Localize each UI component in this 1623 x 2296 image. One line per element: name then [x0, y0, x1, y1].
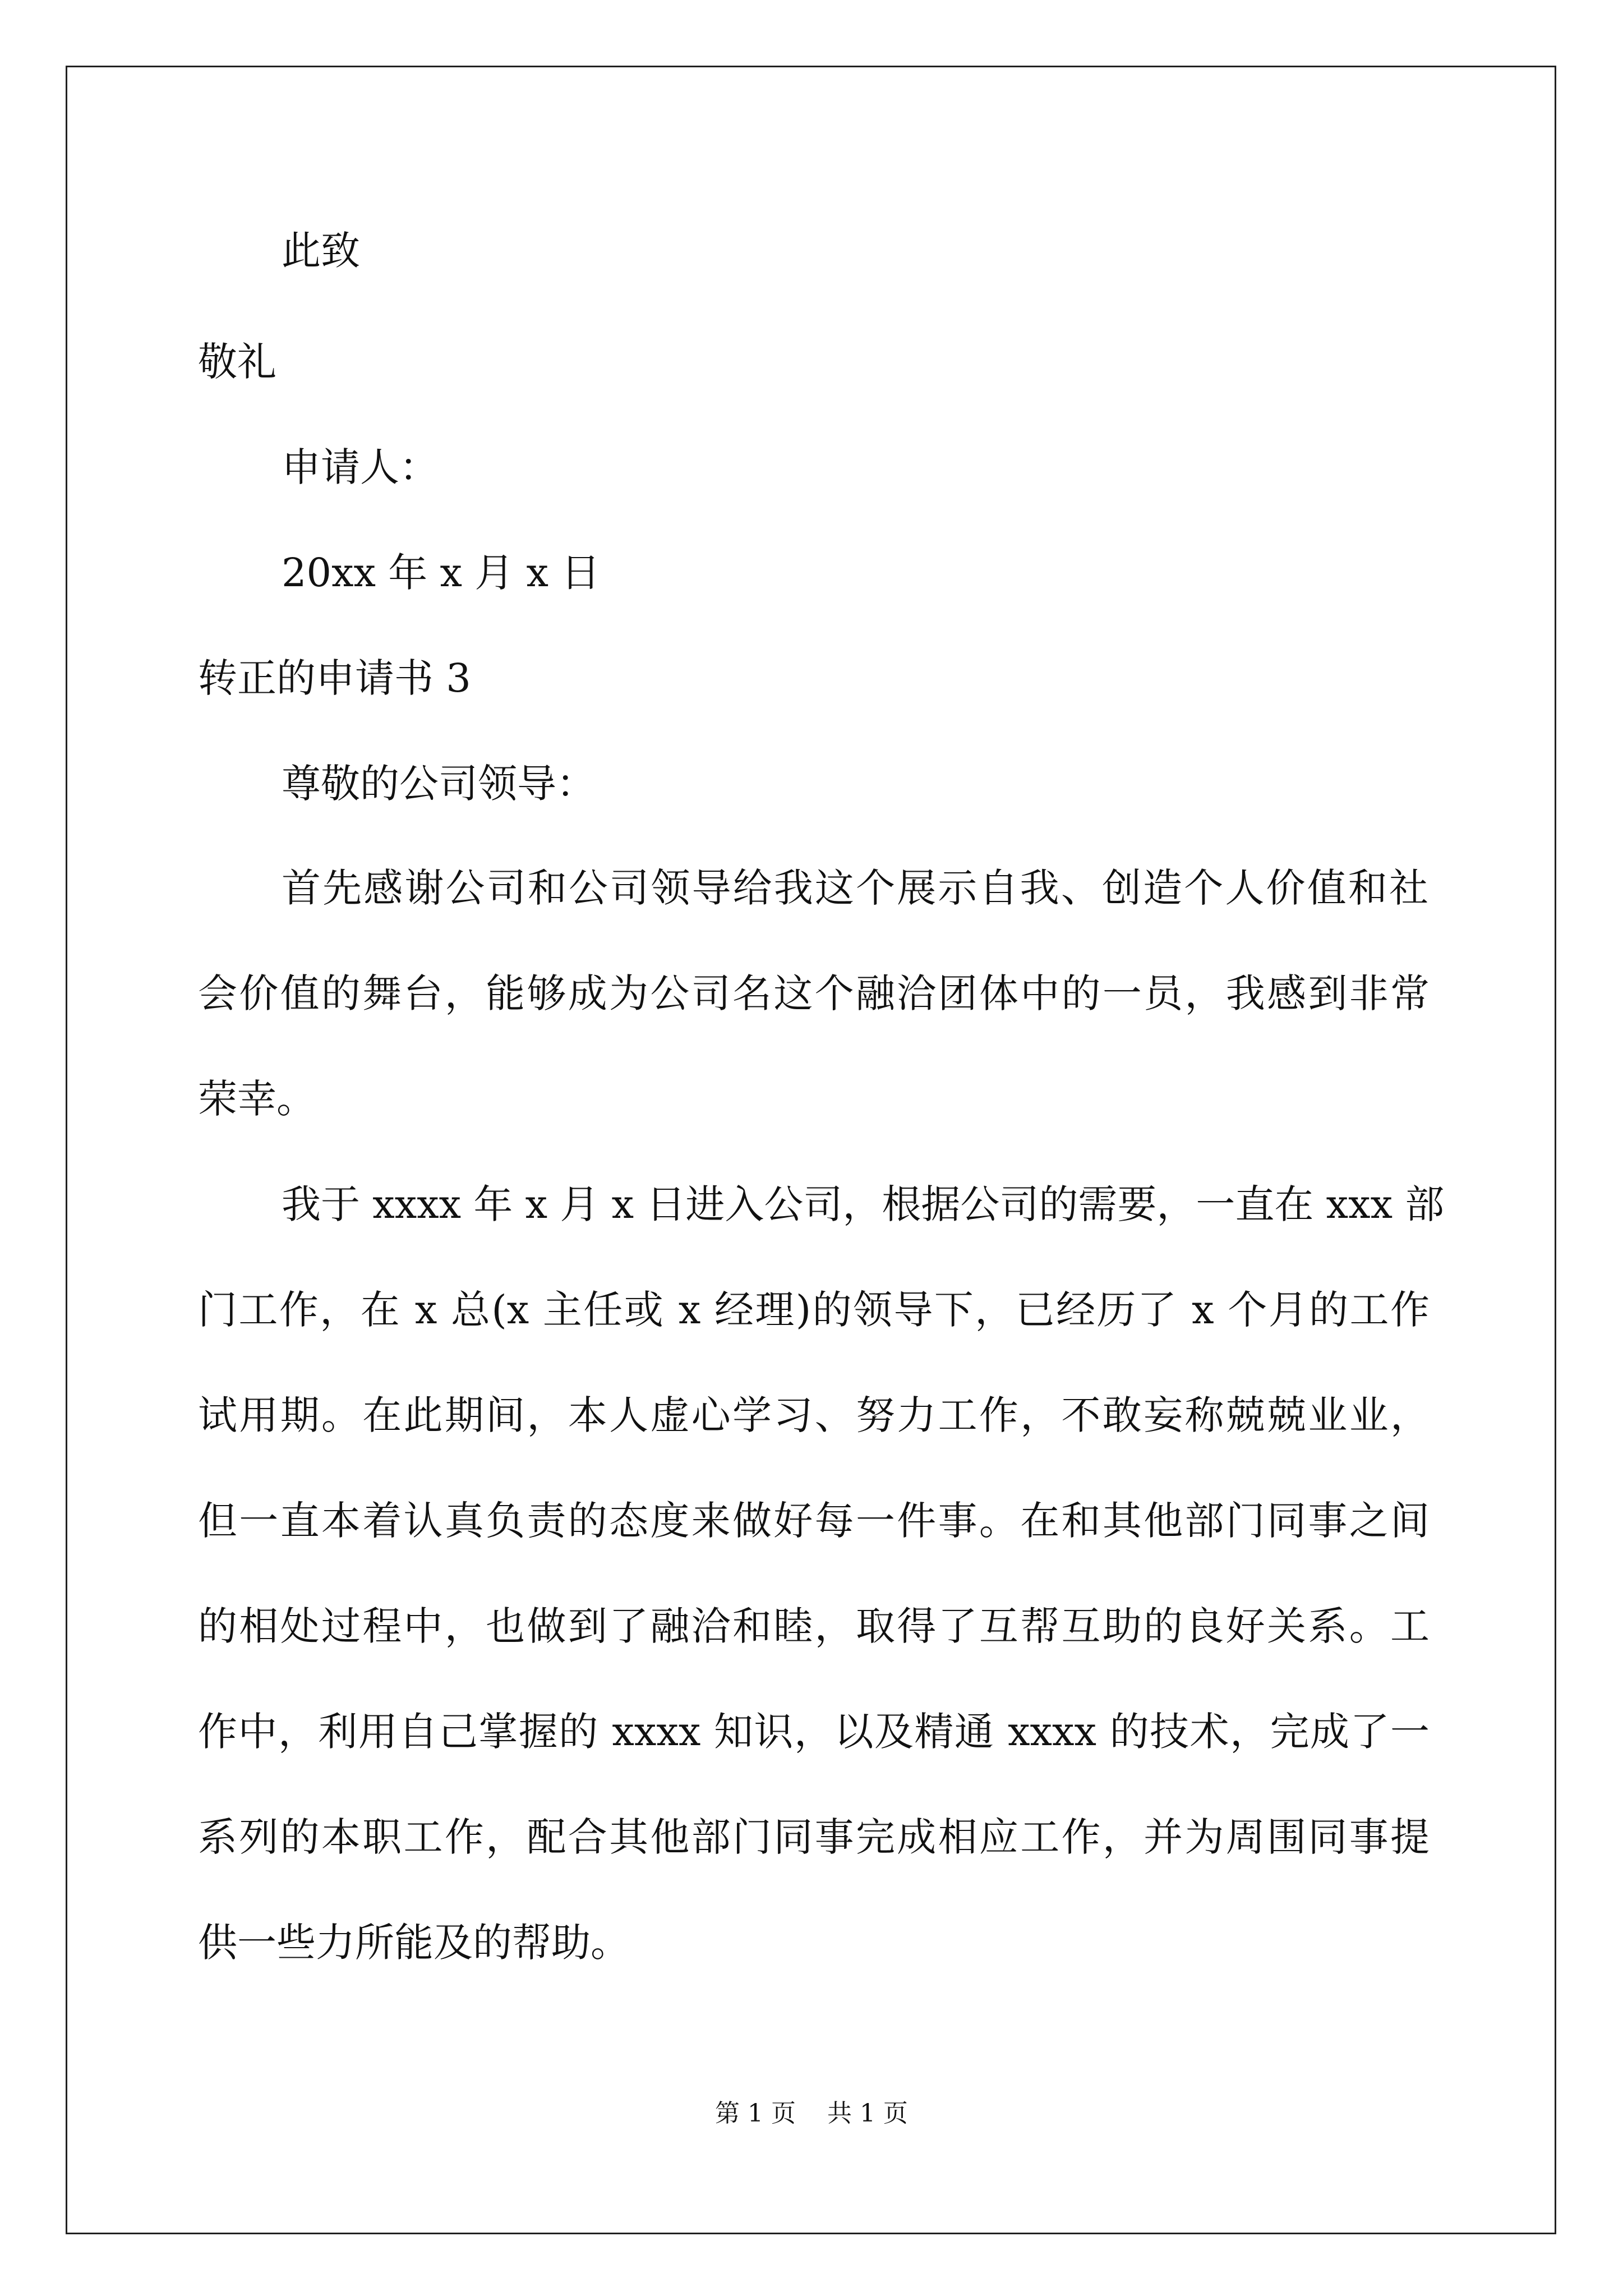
paragraph-2-line-3: 试用期。在此期间，本人虚心学习、努力工作，不敢妄称兢兢业业，	[198, 1392, 1430, 1438]
paragraph-2-line-1: 我于 xxxx 年 x 月 x 日进入公司，根据公司的需要，一直在 xxx 部	[282, 1181, 1445, 1227]
closing-line: 此致	[282, 228, 360, 274]
page-border	[66, 66, 1556, 2234]
section-title: 转正的申请书 3	[198, 655, 471, 701]
paragraph-1-line-2: 会价值的舞台，能够成为公司名这个融洽团体中的一员，我感到非常	[198, 970, 1430, 1016]
paragraph-1-line-3: 荣幸。	[198, 1076, 316, 1122]
paragraph-2-line-8: 供一些力所能及的帮助。	[198, 1920, 630, 1966]
date-line: 20xx 年 x 月 x 日	[282, 550, 601, 596]
page-footer: 第 1 页 共 1 页	[715, 2099, 908, 2128]
salute-line: 敬礼	[198, 339, 276, 385]
applicant-label: 申请人：	[282, 444, 439, 490]
paragraph-2-line-4: 但一直本着认真负责的态度来做好每一件事。在和其他部门同事之间	[198, 1498, 1430, 1544]
paragraph-2-line-6: 作中，利用自己掌握的 xxxx 知识，以及精通 xxxx 的技术，完成了一	[198, 1709, 1430, 1755]
greeting-line: 尊敬的公司领导：	[282, 761, 596, 807]
paragraph-1-line-1: 首先感谢公司和公司领导给我这个展示自我、创造个人价值和社	[282, 865, 1428, 911]
paragraph-2-line-7: 系列的本职工作，配合其他部门同事完成相应工作，并为周围同事提	[198, 1814, 1430, 1860]
paragraph-2-line-5: 的相处过程中，也做到了融洽和睦，取得了互帮互助的良好关系。工	[198, 1603, 1430, 1649]
paragraph-2-line-2: 门工作，在 x 总(x 主任或 x 经理)的领导下，已经历了 x 个月的工作	[198, 1287, 1430, 1333]
